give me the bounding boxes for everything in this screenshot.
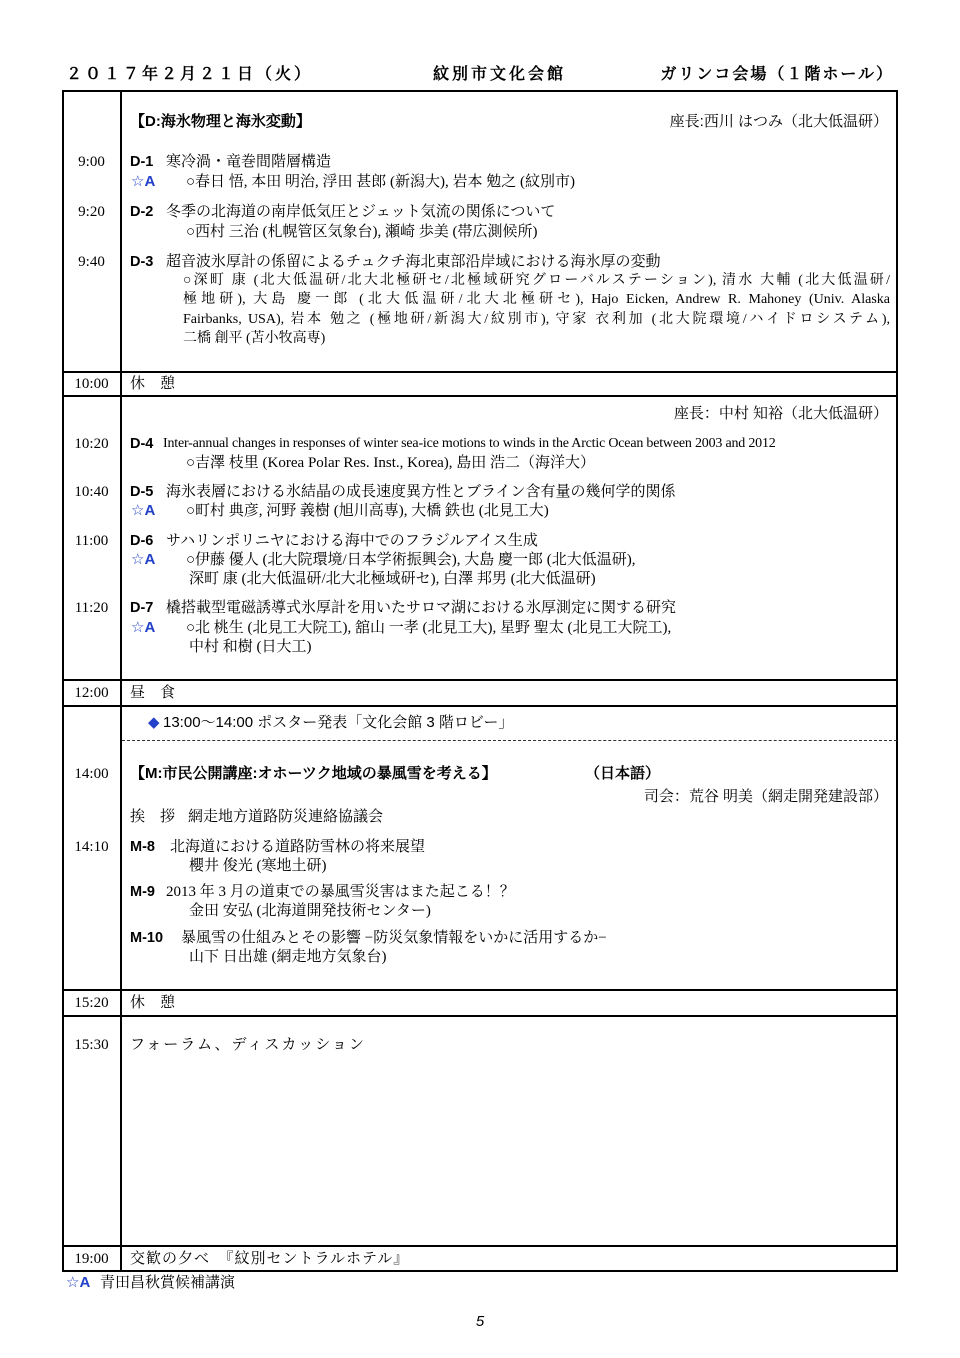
author-line: 金田 安弘 (北海道開発技術センター) bbox=[189, 903, 431, 919]
talk-title: 暴風雪の仕組みとその影響 −防災気象情報をいかに活用するか− bbox=[181, 930, 607, 946]
page-number: 5 bbox=[475, 1313, 485, 1330]
talk-time: 11:00 bbox=[74, 533, 109, 549]
author-line: 深町 康 (北大低温研/北大北極域研セ), 白澤 邦男 (北大低温研) bbox=[189, 571, 596, 587]
break-time: 10:00 bbox=[74, 376, 109, 392]
talk-id: D-2 bbox=[130, 204, 154, 220]
author-line: 山下 日出雄 (網走地方気象台) bbox=[189, 949, 387, 965]
talk-id: M-9 bbox=[130, 884, 155, 900]
talk-title: サハリンポリニヤにおける海中でのフラジルアイス生成 bbox=[166, 533, 538, 549]
talk-title: 橇搭載型電磁誘導式氷厚計を用いたサロマ湖における氷厚測定に関する研究 bbox=[166, 600, 677, 616]
greeting-label: 挨 拶 bbox=[130, 808, 176, 825]
author-line: 櫻井 俊光 (寒地土研) bbox=[189, 858, 327, 874]
talk-time: 10:20 bbox=[74, 436, 109, 452]
award-candidate-badge: ☆A bbox=[131, 619, 156, 636]
row-divider bbox=[62, 395, 898, 397]
greeting-speaker: 網走地方道路防災連絡協議会 bbox=[188, 808, 384, 825]
author-line: ○北 桃生 (北見工大院工), 舘山 一孝 (北見工大), 星野 聖太 (北見工大院工), bbox=[186, 620, 672, 636]
author-line: 中村 和樹 (日大工) bbox=[189, 639, 312, 655]
lunch-time: 12:00 bbox=[74, 685, 109, 701]
talk-id: D-7 bbox=[130, 600, 154, 616]
author-line: 二橋 創平 (苫小牧高専) bbox=[183, 331, 326, 346]
session-chair: 座長：中村 知裕（北大低温研） bbox=[673, 405, 888, 422]
talk-time: 9:00 bbox=[78, 154, 105, 170]
award-candidate-badge: ☆A bbox=[131, 551, 156, 568]
session-title: 【M:市民公開講座:オホーツク地域の暴風雪を考える】 bbox=[130, 765, 497, 782]
forum-time: 15:30 bbox=[74, 1037, 109, 1053]
author-line: ○西村 三治 (札幌管区気象台), 瀬崎 歩美 (帯広測候所) bbox=[186, 224, 538, 240]
talk-id: D-5 bbox=[130, 484, 154, 500]
program-date: ２０１７年２月２１日（火） bbox=[66, 66, 314, 83]
award-candidate-badge: ☆A bbox=[131, 502, 156, 519]
talk-id: M-8 bbox=[130, 839, 155, 855]
author-line: ○伊藤 優人 (北大院環境/日本学術振興会), 大島 慶一郎 (北大低温研), bbox=[186, 552, 636, 568]
dashed-separator bbox=[122, 740, 897, 741]
banquet-label: 交歓の夕べ 『紋別セントラルホテル』 bbox=[130, 1250, 410, 1267]
row-divider bbox=[62, 705, 898, 707]
talk-time: 10:40 bbox=[74, 484, 109, 500]
row-divider bbox=[62, 1245, 898, 1247]
session-language: （日本語） bbox=[585, 765, 661, 782]
row-divider bbox=[62, 1015, 898, 1017]
talk-title: 北海道における道路防雪林の将来展望 bbox=[170, 839, 426, 855]
author-line: Fairbanks, USA), 岩本 勉之 (極地研/新潟大/紋別市), 守家 衣利加 (北大院環境/ハイドロシステム), bbox=[183, 312, 890, 327]
talk-id: D-4 bbox=[130, 436, 154, 452]
talk-time: 11:20 bbox=[74, 600, 109, 616]
author-line: 極地研), 大島 慶一郎 (北大低温研/北大北極研セ), Hajo Eicken, Andrew R. Mahoney (Univ. Alaska bbox=[183, 292, 890, 307]
session-time: 14:00 bbox=[74, 766, 109, 782]
footnote-badge: ☆A bbox=[66, 1274, 91, 1291]
talk-title: 海氷表層における氷結晶の成長速度異方性とブライン含有量の幾何学的関係 bbox=[166, 484, 676, 500]
award-candidate-badge: ☆A bbox=[131, 173, 156, 190]
talk-time: 9:40 bbox=[78, 254, 105, 270]
banquet-time: 19:00 bbox=[74, 1251, 109, 1267]
talk-title: Inter-annual changes in responses of winter sea-ice motions to winds in the Arctic Ocean between 2003 and 2012 bbox=[163, 436, 776, 451]
session-host: 司会：荒谷 明美（網走開発建設部） bbox=[643, 788, 888, 805]
footnote-text: 青田昌秋賞候補講演 bbox=[100, 1274, 236, 1291]
author-line: ○春日 悟, 本田 明治, 浮田 甚郎 (新潟大), 岩本 勉之 (紋別市) bbox=[186, 174, 576, 190]
session-chair: 座長:西川 はつみ（北大低温研） bbox=[669, 113, 888, 130]
session-title: 【D:海氷物理と海氷変動】 bbox=[130, 113, 311, 130]
talk-title: 2013 年 3 月の道東での暴風雪災害はまた起こる！？ bbox=[166, 884, 515, 900]
talk-title: 寒冷渦・竜巻間階層構造 bbox=[166, 154, 332, 170]
break-time: 15:20 bbox=[74, 995, 109, 1011]
lunch-label: 昼 食 bbox=[130, 684, 176, 701]
talk-time: 9:20 bbox=[78, 204, 105, 220]
row-divider bbox=[62, 679, 898, 681]
author-line: ○町村 典彦, 河野 義樹 (旭川高専), 大橋 鉄也 (北見工大) bbox=[186, 503, 549, 519]
poster-notice: 13:00～14:00 ポスター発表「文化会館 3 階ロビー」 bbox=[163, 714, 514, 731]
break-label: 休 憩 bbox=[130, 375, 176, 392]
talk-id: D-1 bbox=[130, 154, 154, 170]
talk-id: D-3 bbox=[130, 254, 154, 270]
forum-label: フォーラム、ディスカッション bbox=[130, 1036, 366, 1053]
poster-marker-icon: ◆ bbox=[148, 714, 160, 731]
talk-id: D-6 bbox=[130, 533, 154, 549]
talk-title: 超音波氷厚計の係留によるチュクチ海北東部沿岸域における海氷厚の変動 bbox=[166, 254, 661, 270]
break-label: 休 憩 bbox=[130, 994, 176, 1011]
row-divider bbox=[62, 371, 898, 373]
talk-id: M-10 bbox=[130, 930, 164, 946]
author-line: ○深町 康 (北大低温研/北大北極研セ/北極域研究グローバルステーション), 清水 大輔 (北大低温研/ bbox=[183, 273, 890, 288]
venue-name: 紋別市文化会館 bbox=[433, 66, 567, 83]
talk-title: 冬季の北海道の南岸低気圧とジェット気流の関係について bbox=[166, 204, 556, 220]
row-divider bbox=[62, 989, 898, 991]
author-line: ○吉澤 枝里 (Korea Polar Res. Inst., Korea), 島田 浩二（海洋大） bbox=[186, 455, 596, 471]
hall-name: ガリンコ会場（１階ホール） bbox=[660, 66, 894, 83]
talk-time: 14:10 bbox=[74, 839, 109, 855]
